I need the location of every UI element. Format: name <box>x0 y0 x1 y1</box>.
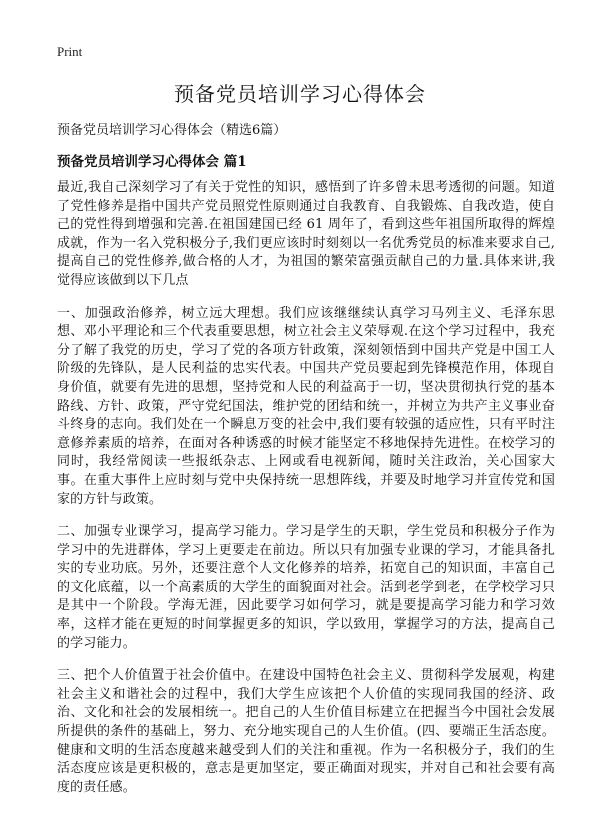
document-subtitle: 预备党员培训学习心得体会（精选6篇） <box>57 123 287 138</box>
paragraph-political-cultivation: 一、加强政治修养，树立远大理想。我们应该继继续认真学习马列主义、毛泽东思想、邓小平理论和三个代表重要思想，树立社会主义荣辱观.在这个学习过程中，我充分了解了我党的历史，学习了党的各项方针政策，深刻领悟到中国共产党是中国工人阶级的先锋队，是人民利益的忠实代表。中国共产党员要起到先锋模范作用，体现自身价值，就要有先进的思想，坚持党和人民的利益高于一切，坚决贯彻执行党的基本路线、方针、政策，严守党纪国法，维护党的团结和统一，并树立为共产主义事业奋斗终身的志向。我们处在一个瞬息万变的社会中,我们要有较强的适应性，只有平时注意修养素质的培养，在面对各种诱惑的时候才能坚定不移地保持先进性。在校学习的同时，我经常阅读一些报纸杂志、上网或看电视新闻，随时关注政治，关心国家大事。在重大事件上应时刻与党中央保持统一思想阵线，并要及时地学习并宣传党和国家的方针与政策。 <box>57 305 555 507</box>
article-heading: 预备党员培训学习心得体会 篇1 <box>57 154 247 170</box>
paragraph-personal-value: 三、把个人价值置于社会价值中。在建设中国特色社会主义、贯彻科学发展观，构建社会主义和谐社会的过程中，我们大学生应该把个人价值的实现同我国的经济、政治、文化和社会的发展相统一。把自己的人生价值目标建立在把握当今中国社会发展所提供的条件的基础上，努力、充分地实现自己的人生价值。(四、要端正生活态度。健康和文明的生活态度越来越受到人们的关注和重视。作为一名积极分子，我们的生活态度应该是更积极的，意志是更加坚定，要正确面对现实，并对自己和社会要有高度的责任感。 <box>57 668 555 795</box>
article-body <box>57 179 555 811</box>
document-title: 预备党员培训学习心得体会 <box>174 82 426 106</box>
paragraph-intro: 最近,我自己深刻学习了有关于党性的知识，感悟到了许多曾未思考透彻的问题。知道了党性修养是指中国共产党员照党性原则通过自我教育、自我锻炼、自我改造，使自己的党性得到增强和完善.在祖国建国已经 61 周年了，看到这些年祖国所取得的辉煌成就，作为一名入党积极分子,我们更应该时时刻刻以一名优秀党员的标准来要求自己,提高自己的党性修养,做合格的人才，为祖国的繁荣富强贡献自己的力量.具体来讲,我觉得应该做到以下几点 <box>57 180 555 288</box>
paragraph-professional-study: 二、加强专业课学习，提高学习能力。学习是学生的天职，学生党员和积极分子作为学习中的先进群体，学习上更要走在前边。所以只有加强专业课的学习，才能具备扎实的专业功底。另外，还要注意个人文化修养的培养，拓宽自己的知识面，丰富自己的文化底蕴，以一个高素质的大学生的面貌面对社会。活到老学到老，在学校学习只是其中一个阶段。学海无涯，因此要学习如何学习，就是要提高学习能力和学习效率，这样才能在更短的时间掌握更多的知识，学以致用，掌握学习的方法，提高自己的学习能力。 <box>57 524 555 651</box>
print-link[interactable]: Print <box>57 44 83 59</box>
